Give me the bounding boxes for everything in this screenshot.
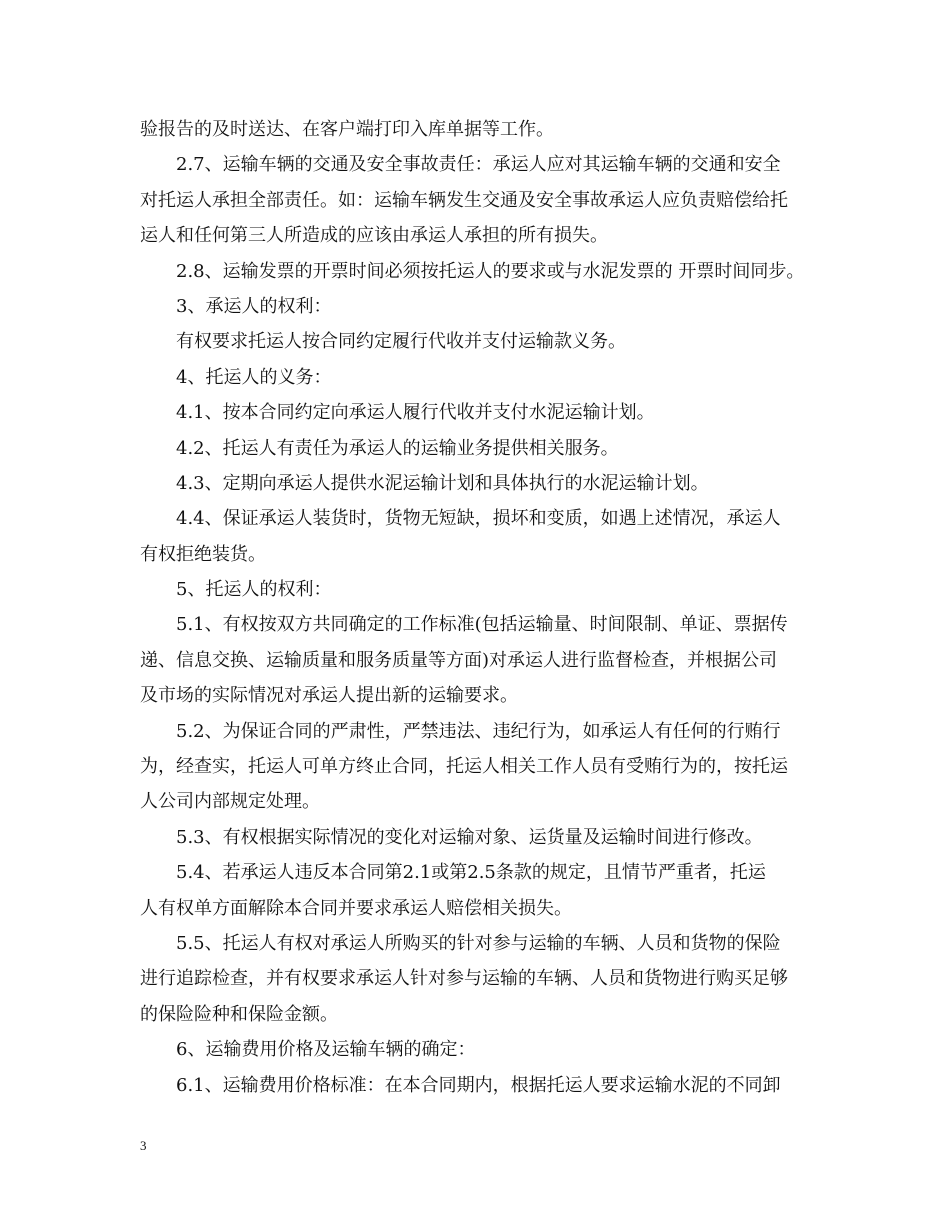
text-line: 运人和任何第三人所造成的应该由承运人承担的所有损失。: [140, 225, 608, 247]
text-line: 人公司内部规定处理。: [140, 791, 320, 813]
text-line: 进行追踪检查，并有权要求承运人针对参与运输的车辆、人员和货物进行购买足够: [140, 968, 788, 990]
text-line: 4、托运人的义务：: [176, 366, 332, 388]
text-line: 4.3、定期向承运人提供水泥运输计划和具体执行的水泥运输计划。: [176, 472, 709, 494]
text-line: 4.2、托运人有责任为承运人的运输业务提供相关服务。: [176, 437, 619, 459]
text-line: 2.8、运输发票的开票时间必须按托运人的要求或与水泥发票的 开票时间同步。: [176, 260, 805, 282]
text-line: 及市场的实际情况对承运人提出新的运输要求。: [140, 685, 518, 707]
page-number: 3: [140, 1138, 147, 1153]
text-line: 5.4、若承运人违反本合同第2.1或第2.5条款的规定，且情节严重者，托运: [176, 862, 766, 884]
text-line: 6.1、运输费用价格标准：在本合同期内，根据托运人要求运输水泥的不同卸: [176, 1074, 781, 1096]
text-line: 的保险险种和保险金额。: [140, 1003, 338, 1025]
text-line: 对托运人承担全部责任。如：运输车辆发生交通及安全事故承运人应负责赔偿给托: [140, 189, 788, 211]
text-line: 为，经查实，托运人可单方终止合同，托运人相关工作人员有受贿行为的，按托运: [140, 756, 788, 778]
text-line: 5.2、为保证合同的严肃性，严禁违法、违纪行为，如承运人有任何的行贿行: [176, 720, 781, 742]
text-line: 人有权单方面解除本合同并要求承运人赔偿相关损失。: [140, 897, 572, 919]
text-line: 5.3、有权根据实际情况的变化对运输对象、运货量及运输时间进行修改。: [176, 826, 763, 848]
text-line: 4.4、保证承运人装货时，货物无短缺，损坏和变质，如遇上述情况，承运人: [176, 508, 781, 530]
text-line: 5.5、托运人有权对承运人所购买的针对参与运输的车辆、人员和货物的保险: [176, 932, 781, 954]
text-line: 递、信息交换、运输质量和服务质量等方面)对承运人进行监督检查，并根据公司: [140, 649, 778, 671]
text-line: 5、托运人的权利：: [176, 579, 332, 601]
text-line: 5.1、有权按双方共同确定的工作标准(包括运输量、时间限制、单证、票据传: [176, 614, 788, 636]
text-line: 有权拒绝装货。: [140, 543, 266, 565]
text-line: 有权要求托运人按合同约定履行代收并支付运输款义务。: [176, 331, 626, 353]
text-line: 3、承运人的权利：: [176, 295, 332, 317]
text-line: 验报告的及时送达、在客户端打印入库单据等工作。: [140, 119, 554, 140]
text-line: 6、运输费用价格及运输车辆的确定：: [176, 1039, 476, 1061]
text-line: 4.1、按本合同约定向承运人履行代收并支付水泥运输计划。: [176, 402, 655, 424]
document-body: [140, 112, 820, 1103]
text-line: 2.7、运输车辆的交通及安全事故责任：承运人应对其运输车辆的交通和安全: [176, 154, 781, 176]
